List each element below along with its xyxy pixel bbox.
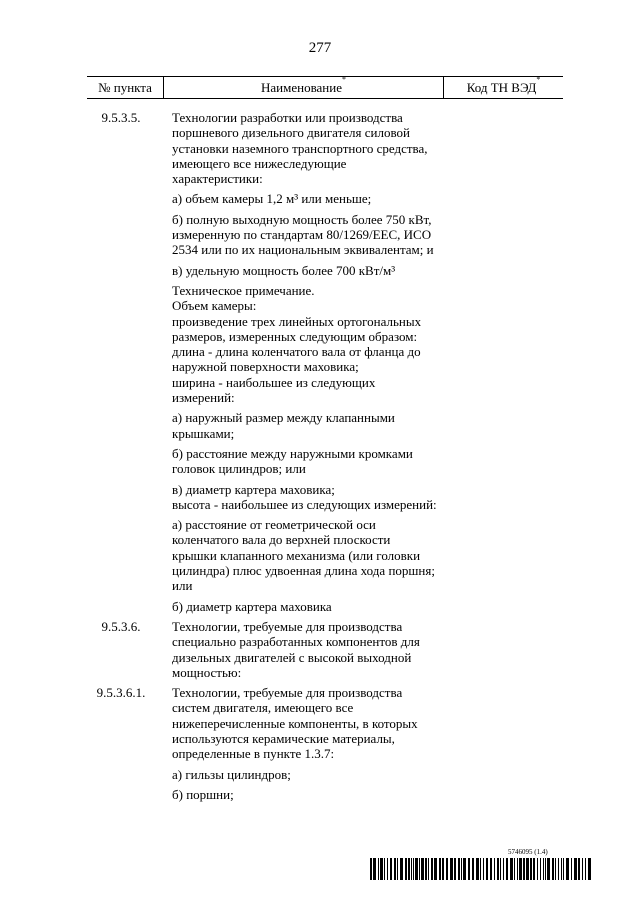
column-header-number: [87, 77, 164, 98]
item-paragraph: [172, 685, 418, 761]
barcode-bar: [468, 858, 470, 880]
barcode-bar: [555, 858, 556, 880]
barcode-bar: [434, 858, 437, 880]
barcode-bar: [514, 858, 515, 880]
barcode-bar: [497, 858, 499, 880]
barcode-bar: [415, 858, 418, 880]
item-text-line: установки наземного транспортного средства,: [172, 140, 428, 156]
item-paragraph: [172, 212, 437, 258]
barcode-bar: [463, 858, 466, 880]
barcode-bar: [394, 858, 396, 880]
item-text-line: или: [172, 578, 193, 594]
barcode-image: [370, 858, 592, 880]
barcode-bar: [380, 858, 383, 880]
column-header-name: [164, 77, 444, 98]
barcode-bar: [547, 858, 550, 880]
item-text-line: а) гильзы цилиндров;: [172, 766, 291, 782]
item-text-line: характеристики:: [172, 171, 263, 187]
barcode-bar: [472, 858, 474, 880]
barcode-bar: [461, 858, 462, 880]
item-description: [172, 685, 418, 807]
item-text-line: Объем камеры:: [172, 298, 257, 314]
item-text-line: в) диаметр картера маховика;: [172, 481, 335, 497]
item-paragraph: [172, 517, 437, 593]
barcode-bar: [543, 858, 544, 880]
item-text-line: поршневого дизельного двигателя силовой: [172, 125, 410, 141]
barcode-bar: [585, 858, 586, 880]
barcode-bar: [578, 858, 580, 880]
item-paragraph: [172, 110, 437, 186]
item-paragraph: [172, 191, 437, 206]
barcode-bar: [378, 858, 379, 880]
item-text-line: наружной поверхности маховика;: [172, 359, 359, 375]
item-text-line: 2534 или по их национальным эквивалентам; и: [172, 242, 434, 258]
barcode-bar: [446, 858, 448, 880]
item-text-line: ширина - наибольшее из следующих: [172, 374, 376, 390]
barcode-bar: [545, 858, 546, 880]
item-number: 9.5.3.5.: [101, 110, 141, 125]
item-text-line: измеренную по стандартам 80/1269/ЕЕС, ИСО: [172, 227, 432, 243]
footnote-mark: *: [342, 75, 346, 84]
table-row: [87, 110, 487, 619]
item-text-line: крышки клапанного механизма (или головки: [172, 547, 421, 563]
item-text-line: Технологии, требуемые для производства: [172, 685, 403, 701]
item-text-line: коленчатого вала до верхней плоскости: [172, 532, 391, 548]
item-text-line: специально разработанных компонентов для: [172, 634, 420, 650]
column-header-number-label: № пункта: [98, 80, 152, 95]
barcode-bar: [390, 858, 392, 880]
barcode-bar: [421, 858, 424, 880]
barcode-bar: [413, 858, 414, 880]
column-header-code-label: Код ТН ВЭД: [466, 80, 537, 95]
page-number: 277: [308, 40, 332, 56]
item-text-line: Техническое примечание.: [172, 282, 315, 298]
item-paragraph: [172, 787, 418, 802]
barcode-bar: [537, 858, 538, 880]
item-text-line: имеющего все нижеследующие: [172, 155, 347, 171]
barcode-bar: [503, 858, 504, 880]
barcode-bar: [397, 858, 398, 880]
item-paragraph: [172, 482, 437, 513]
item-paragraph: [172, 599, 437, 614]
barcode-bar: [480, 858, 481, 880]
item-text-line: нижеперечисленные компоненты, в которых: [172, 715, 418, 731]
item-text-line: головок цилиндров; или: [172, 461, 306, 477]
barcode-bar: [494, 858, 495, 880]
item-paragraph: [172, 619, 420, 680]
barcode-bar: [411, 858, 412, 880]
item-number: 9.5.3.6.1.: [96, 685, 146, 701]
item-text-line: а) наружный размер между клапанными: [172, 410, 395, 426]
item-text-line: Технологии, требуемые для производства: [172, 618, 403, 634]
item-text-line: б) полную выходную мощность более 750 кВт,: [172, 211, 432, 227]
item-text-line: б) расстояние между наружными кромками: [172, 445, 413, 461]
item-text-line: дизельных двигателей с высокой выходной: [172, 649, 412, 665]
column-header-code: [444, 77, 563, 98]
barcode-bar: [483, 858, 484, 880]
barcode-bar: [431, 858, 433, 880]
table-header: [87, 76, 563, 99]
item-text-line: произведение трех линейных ортогональных: [172, 313, 422, 329]
barcode-bar: [425, 858, 427, 880]
item-text-line: б) поршни;: [172, 786, 234, 802]
barcode-bar: [490, 858, 492, 880]
barcode-bar: [552, 858, 554, 880]
item-description: [172, 619, 420, 685]
item-description: [172, 110, 437, 619]
barcode-bar: [428, 858, 429, 880]
barcode-bar: [519, 858, 522, 880]
item-text-line: размеров, измеренных следующим образом:: [172, 328, 418, 344]
barcode-bar: [574, 858, 577, 880]
table-row: [87, 619, 487, 685]
item-text-line: а) объем камеры 1,2 м³ или меньше;: [172, 191, 372, 207]
barcode-bar: [510, 858, 513, 880]
item-text-line: б) диаметр картера маховика: [172, 598, 332, 614]
barcode-bar: [500, 858, 501, 880]
barcode-bar: [506, 858, 508, 880]
barcode-bar: [571, 858, 572, 880]
barcode-bar: [566, 858, 569, 880]
barcode-bar: [530, 858, 532, 880]
column-header-name-label: Наименование: [261, 80, 342, 95]
barcode-bar: [540, 858, 541, 880]
barcode-bar: [405, 858, 407, 880]
item-paragraph: [172, 446, 437, 477]
item-paragraph: [172, 263, 437, 278]
item-text-line: а) расстояние от геометрической оси: [172, 517, 376, 533]
item-text-line: определенные в пункте 1.3.7:: [172, 746, 335, 762]
barcode-bar: [454, 858, 456, 880]
barcode-bar: [450, 858, 453, 880]
table-row: [87, 685, 487, 807]
document-code: 5746095 (1.4): [508, 848, 548, 856]
barcode-bar: [384, 858, 385, 880]
barcode-bar: [517, 858, 518, 880]
item-text-line: мощностью:: [172, 664, 242, 680]
barcode-bar: [486, 858, 488, 880]
barcode-bar: [561, 858, 562, 880]
item-text-line: систем двигателя, имеющего все: [172, 700, 354, 716]
barcode-bar: [442, 858, 444, 880]
barcode-bar: [370, 858, 372, 880]
barcode-bar: [476, 858, 479, 880]
item-text-line: в) удельную мощность более 700 кВт/м³: [172, 262, 396, 278]
barcode-bar: [439, 858, 441, 880]
barcode-bar: [458, 858, 460, 880]
barcode-bar: [526, 858, 529, 880]
barcode-bar: [563, 858, 564, 880]
barcode-bar: [419, 858, 420, 880]
item-text-line: крышками;: [172, 425, 235, 441]
item-paragraph: [172, 767, 418, 782]
barcode-bar: [588, 858, 591, 880]
barcode-bar: [523, 858, 525, 880]
item-text-line: высота - наибольшее из следующих измерений:: [172, 496, 437, 512]
item-text-line: измерений:: [172, 390, 235, 406]
barcode-bar: [558, 858, 559, 880]
item-paragraph: [172, 410, 437, 441]
item-number: 9.5.3.6.: [101, 618, 141, 634]
barcode-bar: [408, 858, 410, 880]
barcode-bar: [400, 858, 403, 880]
table-body: [87, 110, 487, 807]
barcode-bar: [373, 858, 376, 880]
technical-note: [172, 283, 437, 405]
item-text-line: длина - длина коленчатого вала от фланца до: [172, 344, 421, 360]
barcode-bar: [582, 858, 583, 880]
item-text-line: Технологии разработки или производства: [172, 110, 403, 125]
item-text-line: цилиндра) плюс удвоенная длина хода поршня;: [172, 563, 435, 579]
footnote-mark: *: [536, 75, 541, 84]
item-text-line: используются керамические материалы,: [172, 730, 395, 746]
barcode-bar: [533, 858, 535, 880]
barcode-bar: [387, 858, 388, 880]
